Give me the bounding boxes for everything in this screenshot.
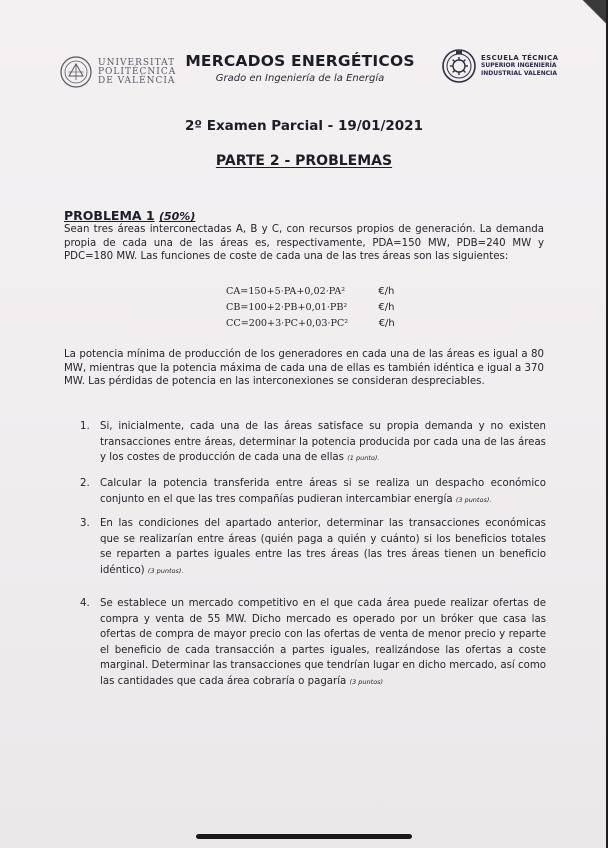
university-line-2: POLITÈCNICA bbox=[98, 66, 177, 77]
equation-lhs: CA bbox=[226, 286, 241, 297]
problem-heading bbox=[64, 208, 195, 223]
question-text: Se establece un mercado competitivo en el que cada área puede realizar ofertas de compra y venta de 55 MW. Dicho mercado es operado por un bróker que casa las ofertas de compra de mayor precio con las ofertas de venta de menor precio y reparte el beneficio de cada transacción a partes iguales, realizándose las ofertas a coste marginal. Determinar las transacciones que tendrían lugar en dicho mercado, así como las cantidades que cada área cobraría o pagaría bbox=[100, 598, 546, 687]
question-number: 3. bbox=[80, 518, 90, 529]
exam-title: 2º Examen Parcial - 19/01/2021 bbox=[185, 118, 423, 134]
school-line-1: ESCUELA TÉCNICA bbox=[481, 54, 559, 62]
question-item bbox=[80, 596, 546, 690]
upv-seal-icon bbox=[60, 56, 92, 88]
equation-rhs: =150+5·PA+0,02·PA² bbox=[240, 286, 346, 297]
home-indicator[interactable] bbox=[196, 834, 412, 839]
question-points: (3 puntos) bbox=[349, 677, 384, 686]
question-points: (1 punto). bbox=[347, 454, 380, 462]
problem-intro: Sean tres áreas interconectadas A, B y C, con recursos propios de generación. La demanda propia de cada una de las áreas es, respectivamente, PDA=150 MW, PDB=240 MW y PDC=180 MW. Las funciones de coste de cada una de las tres áreas son las siguientes: bbox=[64, 224, 544, 263]
question-text-block bbox=[100, 419, 546, 467]
upv-logo bbox=[60, 56, 176, 88]
equation-rhs: =200+3·PC+0,03·PC² bbox=[240, 318, 349, 329]
university-line-1: UNIVERSITAT bbox=[98, 57, 176, 68]
school-line-2: SUPERIOR INGENIERÍA bbox=[481, 62, 557, 69]
course-title: MERCADOS ENERGÉTICOS bbox=[185, 52, 415, 70]
problem-limits: La potencia mínima de producción de los generadores en cada una de las áreas es igual a 80 MW, mientras que la potencia máxima de cada una de ellas es también idéntica e igual a 370 MW. Las pérdidas de potencia en las interconexiones se consideran despreciables. bbox=[64, 349, 544, 388]
question-text-block bbox=[100, 596, 546, 690]
part-title-text: PARTE 2 - PROBLEMAS bbox=[215, 153, 393, 169]
equation-row bbox=[226, 284, 395, 300]
cost-equations bbox=[226, 284, 395, 332]
question-text: Si, inicialmente, cada una de las áreas satisface su propia demanda y no existen transacciones entre áreas, determinar la potencia producida por cada una de las áreas y los costes de producción de cada una de ellas bbox=[100, 421, 546, 463]
question-text: Calcular la potencia transferida entre áreas si se realiza un despacho económico conjunto en el que las tres compañías pudieran intercambiar energía bbox=[100, 478, 546, 505]
course-subtitle: Grado en Ingeniería de la Energía bbox=[215, 73, 385, 84]
question-text: En las condiciones del apartado anterior, determinar las transacciones económicas que se realizarían entre áreas (quién paga a quién y cuánto) si los beneficios totales se reparten a partes iguales entre las tres áreas (las tres áreas tienen un beneficio idéntico) bbox=[100, 518, 546, 576]
equation-row bbox=[226, 300, 395, 316]
question-item bbox=[80, 476, 546, 508]
equation-lhs: CC bbox=[226, 318, 241, 329]
question-points: (3 puntos). bbox=[147, 566, 184, 575]
etsii-seal-icon bbox=[441, 48, 477, 84]
course-header bbox=[180, 52, 420, 84]
question-item bbox=[80, 516, 546, 579]
page-corner-shadow bbox=[544, 0, 608, 40]
part-title bbox=[0, 153, 608, 169]
question-number: 4. bbox=[80, 598, 90, 609]
equation-unit: €/h bbox=[378, 318, 395, 329]
equation-unit: €/h bbox=[378, 286, 395, 297]
question-number: 1. bbox=[80, 421, 90, 432]
equation-rhs: =100+2·PB+0,01·PB² bbox=[240, 302, 348, 313]
university-line-3: DE VALÈNCIA bbox=[98, 75, 176, 86]
question-text-block bbox=[100, 516, 546, 579]
problem-weight: (50%) bbox=[158, 210, 196, 223]
school-line-3: INDUSTRIAL VALENCIA bbox=[481, 70, 558, 77]
question-number: 2. bbox=[80, 478, 90, 489]
equation-row bbox=[226, 316, 395, 332]
problem-title: PROBLEMA 1 bbox=[64, 208, 155, 223]
equation-unit: €/h bbox=[378, 302, 395, 313]
question-text-block bbox=[100, 476, 546, 508]
etsii-logo bbox=[441, 48, 558, 84]
equation-lhs: CB bbox=[226, 302, 241, 313]
question-points: (3 puntos). bbox=[455, 495, 492, 504]
question-item bbox=[80, 419, 546, 467]
